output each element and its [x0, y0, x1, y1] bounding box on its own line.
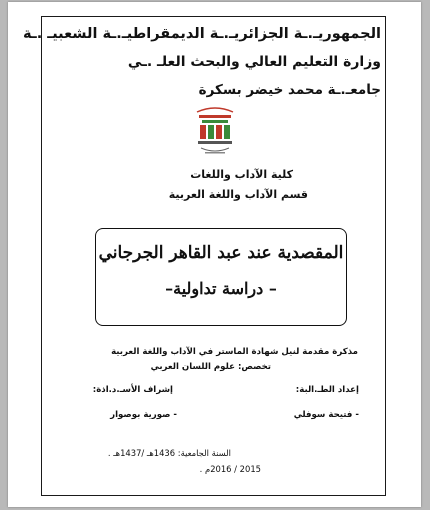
document-page: [8, 2, 421, 507]
gregorian-years: 2015 / 2016م .: [199, 464, 261, 474]
faculty-name: كلية الآداب واللغات: [190, 168, 293, 181]
republic-header: الجمهوريـ.ـة الجزائريـ.ـة الديمقراطيـ.ـة الشعبيـ .ـة: [22, 26, 381, 42]
prepared-by-label: إعداد الطـ.البة:: [295, 385, 359, 395]
ministry-header: وزارة التعليم العالي والبحث العلـ .ـي: [127, 54, 381, 70]
memo-purpose: مذكرة مقدمة لنيل شهادة الماستر في الآداب واللغة العربية: [111, 347, 358, 357]
specialty: تخصص: علوم اللسان العربي: [150, 362, 271, 372]
academic-year: السنة الجامعية: 1436هـ /1437هـ .: [107, 448, 231, 458]
student-name: - فتيحة سوفلي: [293, 410, 359, 420]
thesis-title: المقصدية عند عبد القاهر الجرجاني: [98, 243, 344, 263]
university-emblem-icon: [191, 102, 239, 158]
title-box: [95, 228, 347, 326]
supervisor-name: - صورية بوصوار: [110, 410, 177, 420]
thesis-subtitle: – دراسة تداولية–: [165, 279, 277, 298]
department-name: قسم الآداب واللغة العربية: [168, 188, 308, 201]
university-header: جامعـ.ـة محمد خيضر بسكرة: [198, 82, 381, 98]
supervised-by-label: إشراف الأسـ.د.اذة:: [92, 385, 173, 395]
